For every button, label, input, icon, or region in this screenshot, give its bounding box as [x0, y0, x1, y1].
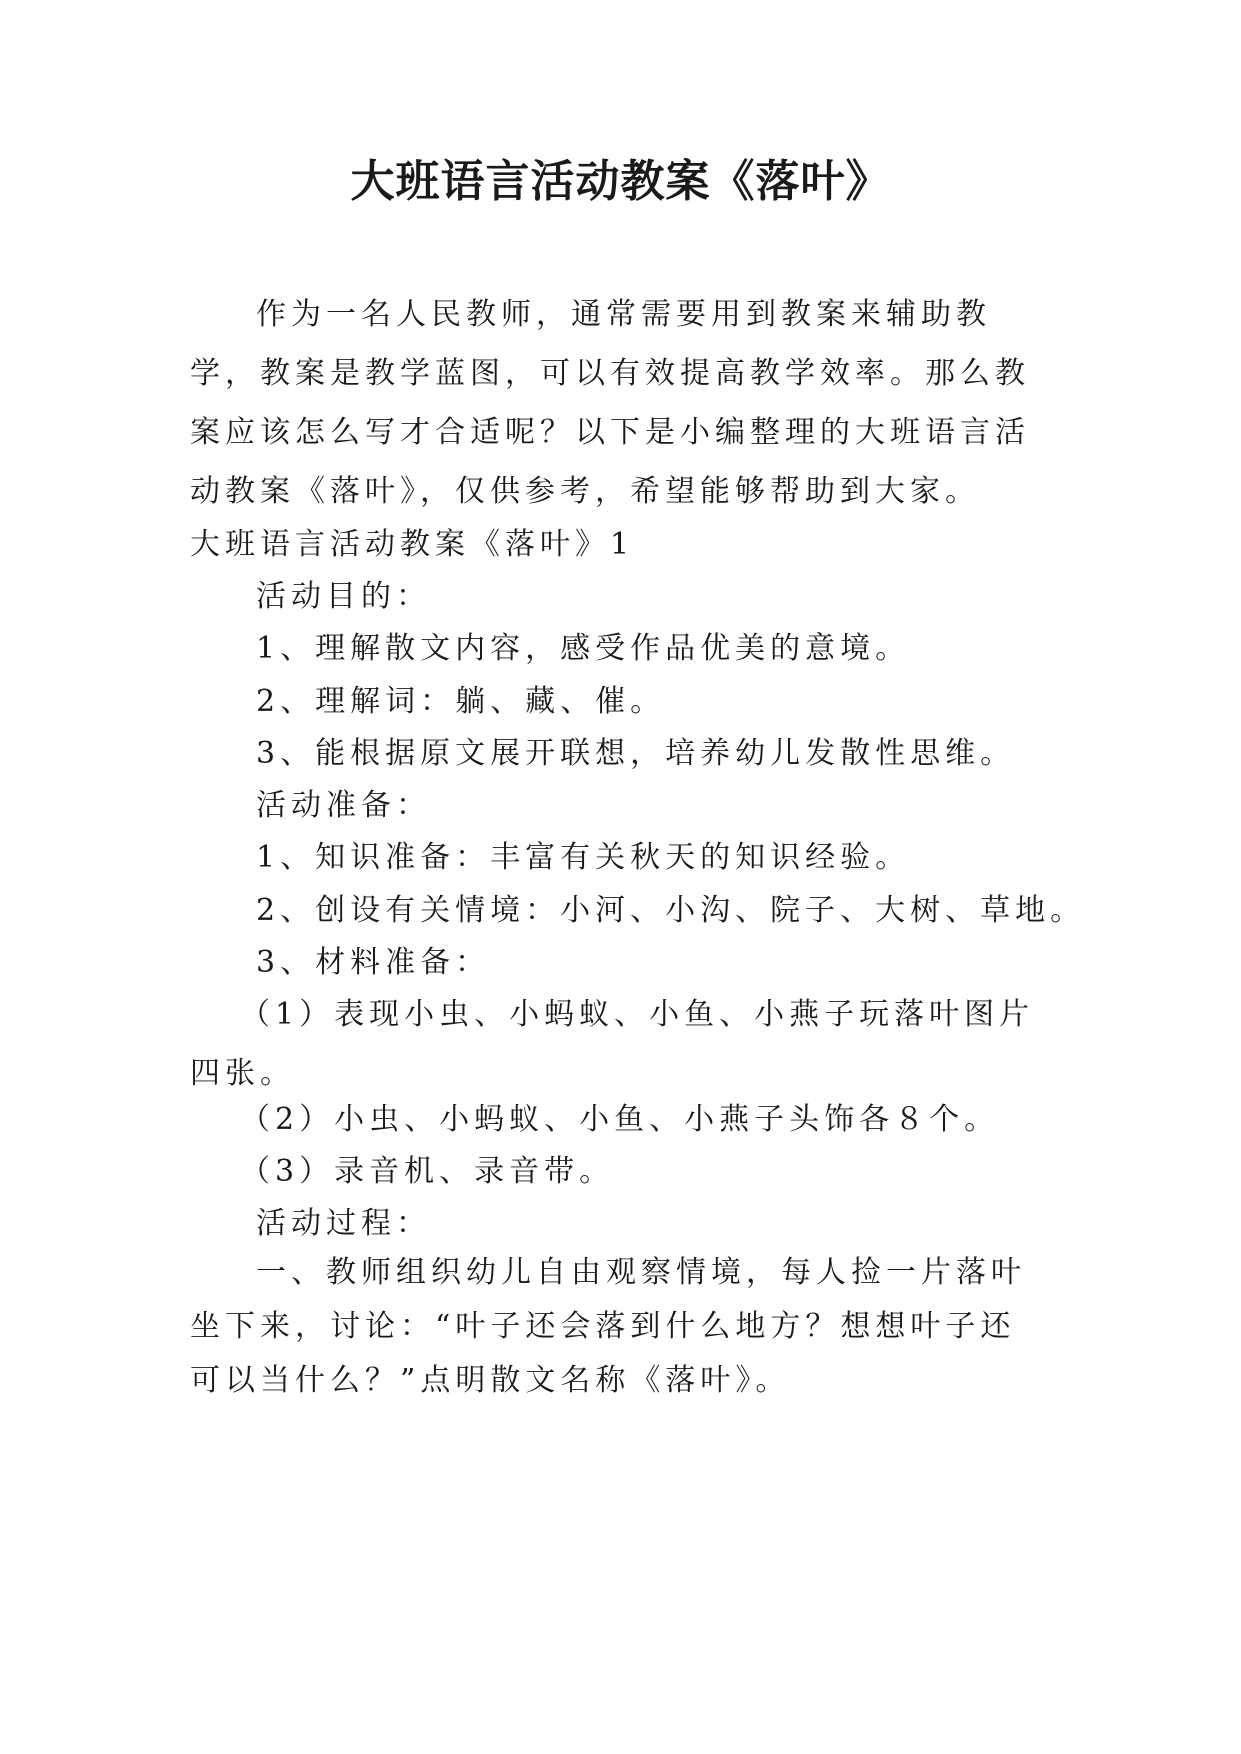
preparation-item: 3、材料准备： [256, 945, 491, 980]
document-title: 大班语言活动教案《落叶》 [350, 156, 891, 207]
material-item: （2）小虫、小蚂蚁、小鱼、小燕子头饰各８个。 [240, 1102, 1000, 1137]
objectives-label: 活动目的： [256, 579, 431, 614]
preparation-item: 2、创设有关情境：小河、小沟、院子、大树、草地。 [256, 893, 1086, 928]
material-item: （1）表现小虫、小蚂蚁、小鱼、小燕子玩落叶图片四张。 [190, 997, 1035, 1091]
objective-item: 1、理解散文内容，感受作品优美的意境。 [256, 631, 911, 666]
intro-paragraph: 作为一名人民教师，通常需要用到教案来辅助教学，教案是教学蓝图，可以有效提高教学效率。那么教案应该怎么写才合适呢？以下是小编整理的大班语言活动教案《落叶》，仅供参考，希望能够帮助到大家。 [190, 297, 1030, 509]
objective-item: 2、理解词：躺、藏、催。 [256, 684, 666, 719]
material-item: （3）录音机、录音带。 [240, 1154, 615, 1189]
process-label: 活动过程： [256, 1206, 431, 1241]
preparation-item: 1、知识准备：丰富有关秋天的知识经验。 [256, 840, 911, 875]
objective-item: 3、能根据原文展开联想，培养幼儿发散性思维。 [256, 736, 1016, 771]
section-heading: 大班语言活动教案《落叶》1 [190, 527, 635, 562]
preparation-label: 活动准备： [256, 788, 431, 823]
process-step: 一、教师组织幼儿自由观察情境，每人捡一片落叶坐下来，讨论：“叶子还会落到什么地方？想想叶子还可以当什么？”点明散文名称《落叶》。 [190, 1255, 1026, 1398]
